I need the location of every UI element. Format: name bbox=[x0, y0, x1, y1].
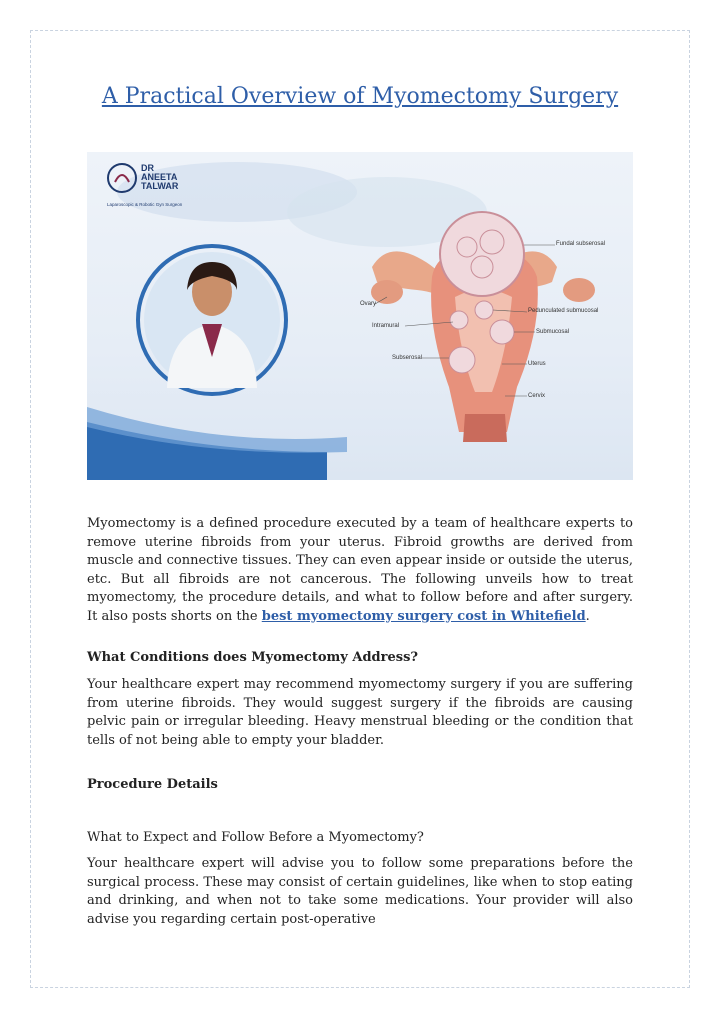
label-submucosal: Submucosal bbox=[536, 329, 570, 335]
page-title: A Practical Overview of Myomectomy Surgery bbox=[101, 84, 619, 109]
label-ovary: Ovary bbox=[360, 301, 377, 307]
hero-image bbox=[87, 152, 633, 480]
logo-mark-icon bbox=[105, 160, 139, 196]
procedure-subheading: What to Expect and Follow Before a Myomectomy? bbox=[87, 830, 424, 845]
intro-text: Myomectomy is a defined procedure executed by a team of healthcare experts to remove uterine fibroids from your uterus. Fibroid growths are derived from muscle and connective tissues. They can even appear inside or outside the uterus, etc. But all fibroids are not cancerous. The following unveils how to treat myomectomy, the procedure details, and what to follow before and after surgery. It also posts shorts on the bbox=[87, 516, 633, 624]
intro-text-end: . bbox=[585, 608, 590, 624]
intro-paragraph bbox=[87, 515, 633, 626]
procedure-paragraph: Your healthcare expert will advise you to follow some preparations before the surgical process. These may consist of certain guidelines, like when to stop eating and drinking, and when not to take some medications. Your provider will also advise you regarding certain post-operative bbox=[87, 856, 633, 927]
logo-text bbox=[141, 164, 178, 191]
label-intramural: Intramural bbox=[372, 323, 400, 329]
myomectomy-cost-link[interactable]: best myomectomy surgery cost in Whitefield bbox=[261, 608, 586, 624]
section-heading-conditions: What Conditions does Myomectomy Address? bbox=[87, 650, 418, 665]
logo-line-2: ANEETA bbox=[141, 172, 178, 182]
logo-line-3: TALWAR bbox=[141, 181, 179, 191]
logo-line-1: DR bbox=[141, 163, 154, 173]
label-uterus: Uterus bbox=[528, 361, 546, 367]
section-heading-procedure: Procedure Details bbox=[87, 777, 218, 792]
logo-tagline: Laparoscopic & Robotic Gyn Surgeon bbox=[107, 202, 183, 207]
label-cervix: Cervix bbox=[528, 393, 546, 399]
label-fundal: Fundal subserosal bbox=[556, 241, 606, 247]
conditions-paragraph: Your healthcare expert may recommend myomectomy surgery if you are suffering from uterine fibroids. They would suggest surgery if the fibroids are causing pelvic pain or irregular bleeding. Heavy menstrual bleeding or the condition that tells of not being able to empty your bladder. bbox=[87, 677, 633, 748]
label-subserosal: Subserosal bbox=[392, 355, 423, 361]
label-pedunculated: Pedunculated submucosal bbox=[528, 308, 599, 314]
